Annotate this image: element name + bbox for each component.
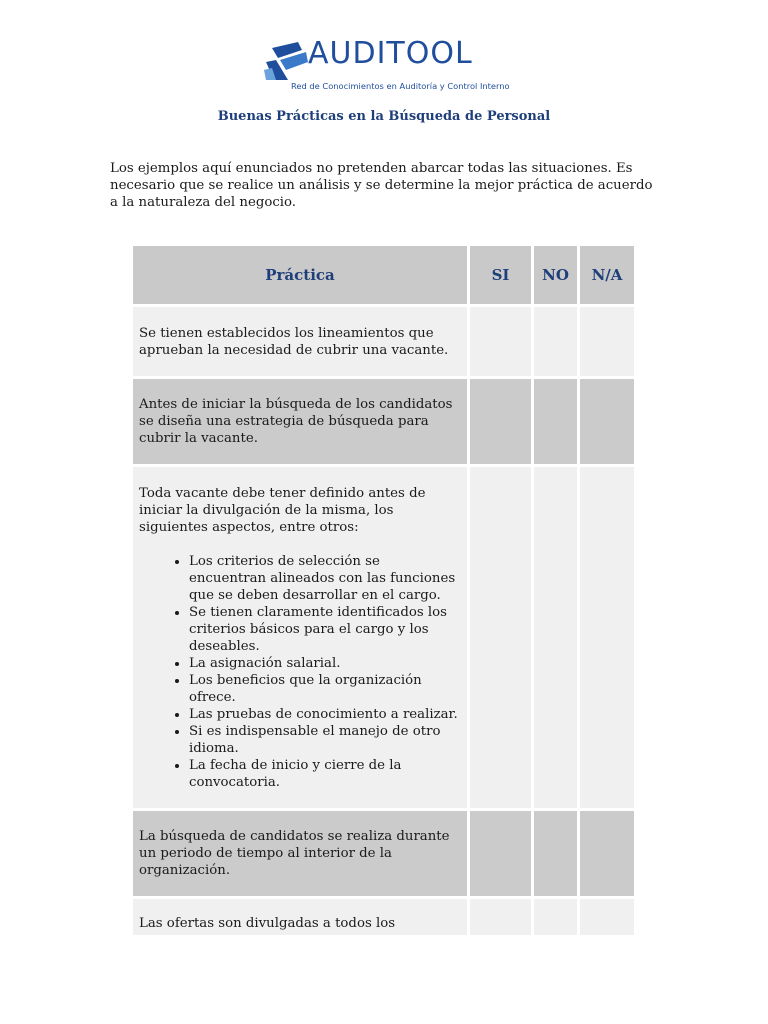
page-bottom-margin [0, 935, 768, 1024]
si-cell[interactable] [470, 467, 531, 808]
practice-cell [133, 467, 467, 808]
auditool-logo [262, 36, 512, 98]
list-item: • Si es indispensable el manejo de otro idioma. [189, 723, 461, 757]
practice-cell: Antes de iniciar la búsqueda de los candidatos se diseña una estrategia de búsqueda para cubrir la vacante. [133, 379, 467, 464]
intro-paragraph: Los ejemplos aquí enunciados no pretenden abarcar todas las situaciones. Es necesario que se realice un análisis y se determine la mejor práctica de acuerdo a la naturaleza del negocio. [110, 161, 653, 210]
no-cell[interactable] [534, 811, 577, 896]
si-cell[interactable] [470, 811, 531, 896]
brand-name: AUDITOOL [308, 36, 473, 71]
na-cell[interactable] [580, 307, 634, 376]
list-item: • Los beneficios que la organización ofrece. [189, 672, 461, 706]
header-practica: Práctica [133, 246, 467, 304]
no-cell[interactable] [534, 379, 577, 464]
header-no: NO [534, 246, 577, 304]
auditool-logo-icon [262, 40, 310, 82]
table-row [133, 811, 634, 896]
practices-table [130, 243, 637, 971]
document-title: Buenas Prácticas en la Búsqueda de Personal [217, 109, 551, 124]
table-row [133, 307, 634, 376]
practice-text: Toda vacante debe tener definido antes de iniciar la divulgación de la misma, los siguientes aspectos, entre otros: [139, 485, 426, 535]
practice-bullet-list [139, 553, 461, 791]
no-cell[interactable] [534, 307, 577, 376]
si-cell[interactable] [470, 307, 531, 376]
table-row [133, 467, 634, 808]
list-item: • Los criterios de selección se encuentran alineados con las funciones que se deben desarrollar en el cargo. [189, 553, 461, 604]
list-item: • Las pruebas de conocimiento a realizar. [189, 706, 461, 723]
header-si: SI [470, 246, 531, 304]
practice-cell: Las ofertas son divulgadas a todos los [133, 899, 467, 968]
practice-cell: La búsqueda de candidatos se realiza durante un periodo de tiempo al interior de la organización. [133, 811, 467, 896]
practice-cell: Se tienen establecidos los lineamientos que aprueban la necesidad de cubrir una vacante. [133, 307, 467, 376]
na-cell[interactable] [580, 811, 634, 896]
list-item: • Se tienen claramente identificados los criterios básicos para el cargo y los deseables. [189, 604, 461, 655]
no-cell[interactable] [534, 467, 577, 808]
list-item: • La asignación salarial. [189, 655, 461, 672]
table-row [133, 379, 634, 464]
si-cell[interactable] [470, 379, 531, 464]
brand-tagline: Red de Conocimientos en Auditoría y Control Interno [291, 81, 510, 91]
list-item: • La fecha de inicio y cierre de la convocatoria. [189, 757, 461, 791]
header-na: N/A [580, 246, 634, 304]
table-header-row [133, 246, 634, 304]
na-cell[interactable] [580, 467, 634, 808]
na-cell[interactable] [580, 379, 634, 464]
